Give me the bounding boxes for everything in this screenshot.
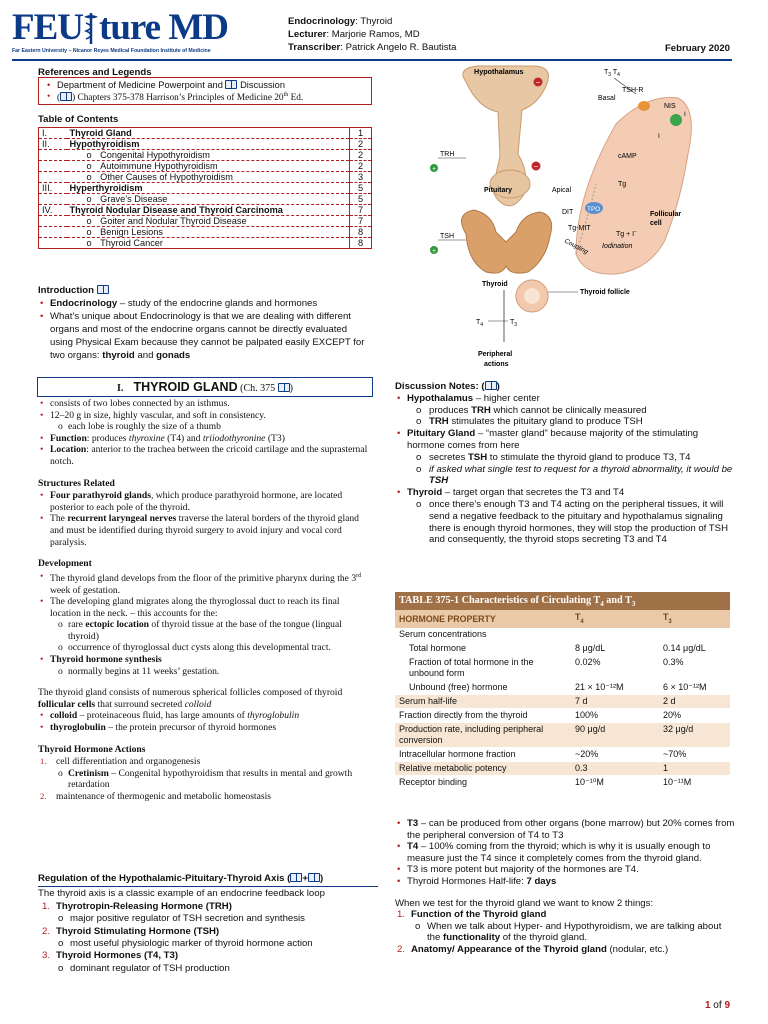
- table-row: [395, 748, 730, 762]
- label-tg: Tg: [618, 181, 627, 188]
- sub-bullet-icon: o: [86, 227, 95, 237]
- toc-row[interactable]: [39, 172, 372, 183]
- label-tg-i: Tg + I−: [616, 229, 638, 238]
- label-follicular: Follicular: [650, 211, 682, 218]
- label-basal: Basal: [598, 95, 616, 102]
- label-peripheral: Peripheral: [478, 351, 513, 358]
- hormone-table-grid: [395, 610, 730, 790]
- toc-title: [67, 172, 350, 183]
- numbered-item: 1. Thyrotropin-Releasing Hormone (TRH): [42, 900, 232, 912]
- toc-title-text: Other Causes of Hypothyroidism: [100, 172, 233, 182]
- hormone-notes: [395, 818, 735, 956]
- label-iodide: I: [684, 111, 686, 118]
- page-number: 1 of 9: [704, 1000, 730, 1011]
- transcriber-line: [288, 41, 728, 54]
- numbered-item: 1. Function of the Thyroid gland: [397, 909, 547, 921]
- toc-number: I.: [39, 128, 67, 139]
- toc-page: 8: [350, 238, 372, 249]
- numbered-item: 1. cell differentiation and organogenesis: [40, 756, 201, 768]
- label-minus: −: [533, 162, 539, 171]
- sub-item: o once there’s enough T3 and T4 acting on the peripheral tissues, it will send a negative feedback to the pituitary and hypothalamus signaling there is enough thyroid hormones, they will stop the production of TSH and consequently, the thyroid stops secreting T3 and T4: [395, 499, 735, 546]
- intro-text: and: [134, 350, 157, 361]
- toc-row[interactable]: [39, 205, 372, 216]
- toc-page: 1: [350, 128, 372, 139]
- toc-title: [67, 227, 350, 238]
- list-item: • Location: anterior to the trachea between the cricoid cartilage and the suprasternal notch.: [38, 444, 372, 467]
- list-item: • Thyroid hormone synthesis: [38, 654, 372, 666]
- list-item: • Thyroid Hormones Half-life: 7 days: [395, 876, 735, 888]
- toc-number: [39, 238, 67, 249]
- regulation-heading: Regulation of the Hypothalamic-Pituitary-Thyroid Axis: [38, 873, 285, 884]
- label-thyroid: Thyroid: [482, 281, 508, 288]
- lecturer-value: : Marjorie Ramos, MD: [326, 29, 420, 40]
- subject-line: [288, 15, 728, 28]
- reference-sup: th: [283, 91, 289, 98]
- toc-title-text: Congenital Hypothyroidism: [100, 150, 210, 160]
- label-t3: $T_3$: [510, 319, 518, 328]
- toc-row[interactable]: [39, 216, 372, 227]
- label-coupling: Coupling: [563, 237, 590, 256]
- toc-row[interactable]: [39, 150, 372, 161]
- book-icon: [278, 383, 290, 392]
- reference-text: Chapters 375-378 Harrison’s Principles of Medicine 20: [77, 92, 284, 103]
- table-cell: [659, 628, 730, 642]
- table-cell: 0.02%: [571, 656, 659, 681]
- book-icon: [290, 873, 302, 882]
- table-cell: Production rate, including peripheral conversion: [395, 723, 571, 748]
- intro-item: [38, 297, 368, 310]
- table-row: [395, 642, 730, 656]
- hpt-axis-diagram: [426, 64, 732, 374]
- table-row: [395, 628, 730, 642]
- table-caption: TABLE 375-1 Characteristics of Circulating $T_4$ and $T_3$: [395, 592, 730, 610]
- intro-term: gonads: [156, 350, 191, 361]
- sub-bullet-icon: o: [86, 172, 95, 182]
- table-cell: 10⁻¹⁰M: [571, 776, 659, 790]
- paragraph: The thyroid gland consists of numerous spherical follicles composed of thyroid follicular cells that surround secreted colloid: [38, 687, 343, 710]
- column-header: $T_3$: [659, 610, 730, 628]
- label-dit: DIT: [562, 209, 574, 216]
- header-date: February 2020: [664, 43, 730, 54]
- logo-subtitle: Far Eastern University – Nicanor Reyes Medical Foundation Institute of Medicine: [12, 48, 211, 54]
- table-cell: 32 μg/d: [659, 723, 730, 748]
- list-item: • T4 – 100% coming from the thyroid; which is why it is usually enough to measure just the T4 since it completely comes from the thyroid gland.: [395, 841, 735, 864]
- reference-text: Discussion: [240, 80, 286, 90]
- table-cell: Fraction of total hormone in the unbound form: [395, 656, 571, 681]
- toc-heading: Table of Contents: [38, 114, 119, 125]
- label-plus: +: [431, 166, 437, 173]
- subject-value: : Thyroid: [355, 16, 393, 27]
- toc-row[interactable]: [39, 238, 372, 249]
- table-row: [395, 723, 730, 748]
- toc-title-text: Hypothyroidism: [69, 139, 140, 149]
- reference-text: Department of Medicine Powerpoint and: [57, 80, 223, 90]
- label-tsh: TSH: [440, 233, 454, 240]
- toc-title-text: Thyroid Gland: [69, 128, 132, 138]
- toc-row[interactable]: [39, 227, 372, 238]
- references-heading: References and Legends: [38, 67, 152, 78]
- list-item: • 12–20 g in size, highly vascular, and soft in consistency.: [38, 410, 372, 422]
- list-item: • consists of two lobes connected by an isthmus.: [38, 398, 372, 410]
- sub-item: o most useful physiologic marker of thyroid hormone action: [38, 938, 378, 950]
- discussion-heading-line: Discussion Notes: ( ): [395, 381, 500, 392]
- sub-item: o dominant regulator of TSH production: [38, 963, 378, 975]
- label-cell: cell: [650, 220, 662, 227]
- toc-title-text: Thyroid Cancer: [100, 238, 163, 248]
- table-of-contents: [38, 127, 372, 249]
- column-header: HORMONE PROPERTY: [395, 610, 571, 628]
- column-header: $T_4$: [571, 610, 659, 628]
- sub-bullet-icon: o: [86, 194, 95, 204]
- table-cell: 10⁻¹¹M: [659, 776, 730, 790]
- toc-number: [39, 150, 67, 161]
- table-row: [395, 762, 730, 776]
- table-cell: Fraction directly from the thyroid: [395, 709, 571, 723]
- logo-text-2: ture MD: [99, 7, 228, 48]
- table-cell: 7 d: [571, 695, 659, 709]
- list-item: • T3 is more potent but majority of the hormones are T4.: [395, 864, 735, 876]
- table-cell: 1: [659, 762, 730, 776]
- label-t3t4: $T_3$ $T_4$: [604, 69, 620, 78]
- book-icon: [308, 873, 320, 882]
- list-item: • The developing gland migrates along the thyroglossal duct to reach its final location in the neck. – this accounts for the:: [38, 596, 372, 619]
- label-camp: cAMP: [618, 153, 637, 160]
- tsh-receptor-shape: [638, 101, 650, 111]
- toc-number: [39, 161, 67, 172]
- toc-page: 2: [350, 150, 372, 161]
- lecturer-label: Lecturer: [288, 29, 327, 40]
- toc-title: [67, 238, 350, 249]
- sub-item: o rare ectopic location of thyroid tissue at the base of the tongue (lingual thyroid): [38, 619, 372, 642]
- intro-heading-line: [38, 284, 368, 297]
- label-trh: TRH: [440, 151, 455, 158]
- toc-number: IV.: [39, 205, 67, 216]
- sub-item: o secretes TSH to stimulate the thyroid gland to produce T3, T4: [395, 452, 735, 464]
- table-cell: 90 μg/d: [571, 723, 659, 748]
- sub-item: o each lobe is roughly the size of a thumb: [38, 421, 372, 433]
- intro-heading: Introduction: [38, 285, 94, 296]
- logo-text-1: FEU: [12, 7, 83, 48]
- sub-bullet-icon: o: [86, 161, 95, 171]
- table-cell: 8 μg/dL: [571, 642, 659, 656]
- list-item: • T3 – can be produced from other organs (bone marrow) but 20% comes from the peripheral conversion of T4 to T3: [395, 818, 735, 841]
- numbered-item: 2. Thyroid Stimulating Hormone (TSH): [42, 925, 220, 937]
- toc-title: [67, 216, 350, 227]
- sub-item: o occurrence of thyroglossal duct cysts along this developmental tract.: [38, 642, 372, 654]
- colloid-shape: [524, 288, 540, 304]
- intro-text: – study of the endocrine glands and hormones: [117, 298, 318, 309]
- toc-title: [67, 128, 350, 139]
- label-tpo: TPO: [587, 206, 601, 213]
- subheading: Thyroid Hormone Actions: [38, 743, 146, 755]
- toc-title: [67, 161, 350, 172]
- table-row: [395, 695, 730, 709]
- toc-row[interactable]: [39, 194, 372, 205]
- toc-number: [39, 194, 67, 205]
- table-cell: 2 d: [659, 695, 730, 709]
- label-minus: −: [535, 78, 541, 87]
- table-cell: ~20%: [571, 748, 659, 762]
- toc-page: 3: [350, 172, 372, 183]
- table-cell: Serum concentrations: [395, 628, 571, 642]
- transcriber-label: Transcriber: [288, 42, 341, 53]
- toc-title: [67, 183, 350, 194]
- list-item: • The recurrent laryngeal nerves traverse the lateral borders of the thyroid gland and must be identified during thyroid surgery to avoid injury and vocal cord paralysis.: [38, 513, 372, 548]
- table-cell: Serum half-life: [395, 695, 571, 709]
- logo: [12, 7, 270, 58]
- regulation-heading-line: Regulation of the Hypothalamic-Pituitary-Thyroid Axis ( + ): [38, 873, 378, 887]
- references-box: [38, 77, 372, 105]
- toc-title: [67, 150, 350, 161]
- toc-title-text: Autoimmune Hypothyroidism: [100, 161, 218, 171]
- logo-wordmark: [12, 7, 270, 48]
- header-divider: [12, 59, 732, 61]
- toc-number: III.: [39, 183, 67, 194]
- label-pituitary: Pituitary: [484, 187, 513, 194]
- toc-title-text: Grave’s Disease: [100, 194, 168, 204]
- table-row: [395, 776, 730, 790]
- label-follicle: Thyroid follicle: [580, 289, 630, 296]
- sub-bullet-icon: o: [86, 150, 95, 160]
- thyroid-shape: [462, 210, 552, 273]
- section-ref: (Ch. 375: [240, 383, 276, 394]
- table-cell: Receptor binding: [395, 776, 571, 790]
- toc-number: [39, 227, 67, 238]
- list-item: • Hypothalamus – higher center: [395, 393, 735, 405]
- section-number: I.: [117, 383, 124, 394]
- list-item: • colloid – proteinaceous fluid, has large amounts of thyroglobulin: [38, 710, 372, 722]
- thyroid-gland-notes: [38, 398, 372, 803]
- numbered-item: 2. Anatomy/ Appearance of the Thyroid gland (nodular, etc.): [397, 943, 669, 955]
- paragraph: When we test for the thyroid gland we want to know 2 things:: [395, 897, 654, 909]
- label-nis: NIS: [664, 103, 676, 110]
- sub-item: o normally begins at 11 weeks’ gestation.: [38, 666, 372, 678]
- toc-row[interactable]: [39, 183, 372, 194]
- label-tsh-r: TSH-R: [622, 87, 644, 94]
- label-tg-mit: Tg-MIT: [568, 225, 591, 232]
- sub-item: o TRH stimulates the pituitary gland to produce TSH: [395, 416, 735, 428]
- sub-item: o produces TRH which cannot be clinically measured: [395, 405, 735, 417]
- table-cell: Unbound (free) hormone: [395, 681, 571, 695]
- toc-title: [67, 194, 350, 205]
- lecturer-line: [288, 28, 728, 41]
- table-row: [395, 709, 730, 723]
- intro-term: Endocrinology: [50, 298, 118, 309]
- reference-text: Ed.: [288, 92, 304, 103]
- subheading: Development: [38, 558, 92, 570]
- toc-title: [67, 139, 350, 150]
- list-item: • Four parathyroid glands, which produce parathyroid hormone, are located posterior to each pole of the thyroid.: [38, 490, 372, 513]
- toc-row[interactable]: [39, 161, 372, 172]
- toc-title-text: Hyperthyroidism: [69, 183, 143, 193]
- toc-page: 2: [350, 161, 372, 172]
- table-cell: [571, 628, 659, 642]
- label-actions: actions: [484, 361, 509, 368]
- list-item: • Pituitary Gland – “master gland” because majority of the stimulating hormone comes from here: [395, 428, 735, 452]
- table-cell: 21 × 10⁻¹²M: [571, 681, 659, 695]
- regulation-section: [38, 873, 378, 975]
- table-cell: 0.3: [571, 762, 659, 776]
- list-item: • Function: produces thyroxine (T4) and triiodothyronine (T3): [38, 433, 372, 445]
- toc-page: 7: [350, 205, 372, 216]
- intro-text: What’s unique about Endocrinology is that we are dealing with different organs and most of the endocrine organs cannot be directly evaluated using Physical Exam because they cannot be palpated easily EXCEPT for two organs:: [50, 311, 365, 361]
- hormone-table: [395, 592, 730, 790]
- reference-item: [45, 80, 365, 92]
- toc-title: [67, 205, 350, 216]
- label-hypothalamus: Hypothalamus: [474, 67, 524, 76]
- toc-number: [39, 172, 67, 183]
- subject-label: Endocrinology: [288, 16, 356, 27]
- sub-bullet-icon: o: [86, 238, 95, 248]
- table-cell: 0.14 μg/dL: [659, 642, 730, 656]
- table-cell: Total hormone: [395, 642, 571, 656]
- sub-item: o Cretinism – Congenital hypothyroidism that results in mental and growth retardation: [38, 768, 372, 791]
- toc-row[interactable]: [39, 128, 372, 139]
- section-heading-thyroid-gland: I. THYROID GLAND (Ch. 375 ): [37, 377, 373, 397]
- label-apical: Apical: [552, 187, 572, 194]
- sub-item: o major positive regulator of TSH secretion and synthesis: [38, 913, 378, 925]
- caduceus-icon: [83, 11, 99, 45]
- toc-title-text: Goiter and Nodular Thyroid Disease: [100, 216, 247, 226]
- table-cell: 6 × 10⁻¹²M: [659, 681, 730, 695]
- reference-item: • ( ) Chapters 375-378 Harrison’s Principles of Medicine 20th Ed.: [45, 92, 365, 105]
- list-item: • The thyroid gland develops from the floor of the primitive pharynx during the 3rd week of gestation.: [38, 571, 372, 596]
- toc-page: 8: [350, 227, 372, 238]
- table-cell: Intracellular hormone fraction: [395, 748, 571, 762]
- table-row: [395, 681, 730, 695]
- list-item: • thyroglobulin – the protein precursor of thyroid hormones: [38, 722, 372, 734]
- book-icon: [60, 92, 72, 101]
- toc-page: 2: [350, 139, 372, 150]
- section-title: THYROID GLAND: [133, 380, 238, 394]
- toc-page: 5: [350, 183, 372, 194]
- label-plus: +: [431, 248, 437, 255]
- toc-title-text: Thyroid Nodular Disease and Thyroid Carcinoma: [69, 205, 283, 215]
- header-info: [288, 15, 728, 54]
- toc-number: II.: [39, 139, 67, 150]
- sub-bullet-icon: o: [86, 216, 95, 226]
- table-cell: 20%: [659, 709, 730, 723]
- table-cell: 0.3%: [659, 656, 730, 681]
- intro-term: thyroid: [102, 350, 135, 361]
- toc-page: 5: [350, 194, 372, 205]
- transcriber-value: : Patrick Angelo R. Bautista: [340, 42, 457, 53]
- book-icon: [225, 80, 237, 89]
- discussion-notes: [395, 381, 735, 546]
- list-item: • Thyroid – target organ that secretes the T3 and T4: [395, 487, 735, 499]
- regulation-intro: The thyroid axis is a classic example of an endocrine feedback loop: [38, 888, 325, 900]
- toc-row[interactable]: [39, 139, 372, 150]
- toc-page: 7: [350, 216, 372, 227]
- label-iodide: I: [658, 133, 660, 140]
- nis-transporter-shape: [670, 114, 682, 126]
- table-cell: ~70%: [659, 748, 730, 762]
- intro-item: [38, 310, 368, 362]
- table-cell: 100%: [571, 709, 659, 723]
- numbered-item: 2. maintenance of thermogenic and metabolic homeostasis: [40, 791, 271, 802]
- label-t4: $T_4$: [476, 319, 484, 328]
- book-icon: [485, 381, 497, 390]
- book-icon: [97, 285, 109, 294]
- sub-item: o if asked what single test to request for a thyroid abnormality, it would be TSH: [395, 464, 735, 488]
- toc-number: [39, 216, 67, 227]
- introduction: [38, 284, 368, 362]
- subheading: Structures Related: [38, 477, 115, 489]
- label-iodination: Iodination: [602, 243, 633, 250]
- table-row: [395, 656, 730, 681]
- toc-title-text: Benign Lesions: [100, 227, 163, 237]
- numbered-item: 3. Thyroid Hormones (T4, T3): [42, 950, 179, 962]
- sub-item: o When we talk about Hyper- and Hypothyroidism, we are talking about the functionality of the thyroid gland.: [395, 921, 735, 944]
- table-cell: Relative metabolic potency: [395, 762, 571, 776]
- discussion-heading: Discussion Notes: [395, 381, 476, 392]
